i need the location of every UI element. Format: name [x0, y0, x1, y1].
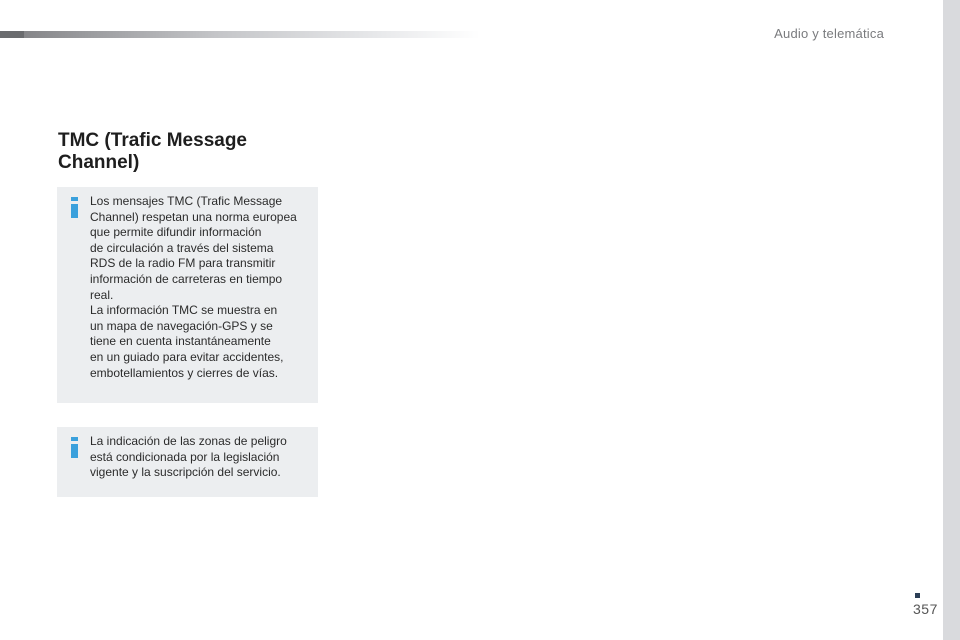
page-heading: TMC (Trafic Message Channel) [58, 130, 247, 173]
info-icon [71, 197, 79, 218]
page-number: 357 [913, 601, 938, 617]
page-edge-strip [943, 0, 960, 640]
header-gradient-bar [0, 31, 480, 38]
info-box-danger-zones [57, 427, 318, 497]
header-bar-cap [0, 31, 24, 38]
info-box-text: La indicación de las zonas de peligro está condicionada por la legislación vigente y la suscripción del servicio. [90, 434, 287, 480]
section-title: Audio y telemática [774, 26, 884, 41]
info-box-tmc-description [57, 187, 318, 403]
info-icon [71, 437, 79, 458]
info-box-text: Los mensajes TMC (Trafic Message Channel) respetan una norma europea que permite difundir información de circulación a través del sistema RDS de la radio FM para transmitir información de carreteras en tiempo real. La información TMC se muestra en un mapa de navegación-GPS y se tiene en cuenta instantáneamente en un guiado para evitar accidentes, embotellamientos y cierres de vías. [90, 194, 297, 380]
page-marker [915, 593, 920, 598]
